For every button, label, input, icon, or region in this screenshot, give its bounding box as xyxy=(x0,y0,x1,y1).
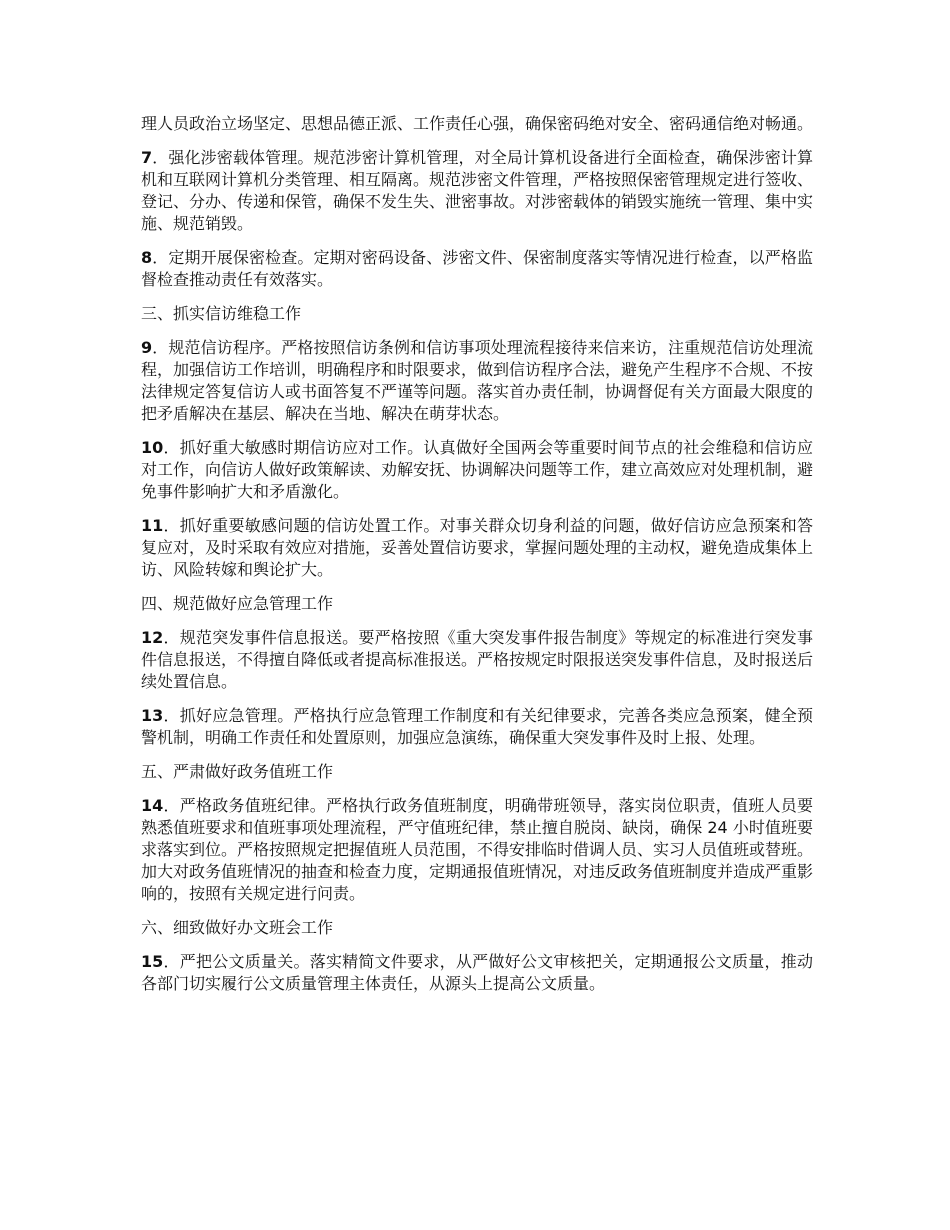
paragraph-text: ．严格政务值班纪律。严格执行政务值班制度，明确带班领导，落实岗位职责，值班人员要熟悉值班要求和值班事项处理流程，严守值班纪律，禁止擅自脱岗、缺岗，确保 24 小时值班要求落实到位。严格按照规定把握值班人员范围，不得安排临时借调人员、实习人员值班或替班。加大对政务值班情况的抽查和检查力度，定期通报值班情况，对违反政务值班制度并造成严重影响的，按照有关规定进行问责。 xyxy=(141,796,814,903)
section-heading-5: 五、严肃做好政务值班工作 xyxy=(141,762,334,781)
paragraph-7 xyxy=(141,147,813,235)
paragraph-text: 理人员政治立场坚定、思想品德正派、工作责任心强，确保密码绝对安全、密码通信绝对畅通。 xyxy=(141,114,814,133)
paragraph-8 xyxy=(141,247,813,291)
paragraph-15 xyxy=(141,951,813,995)
section-heading-4: 四、规范做好应急管理工作 xyxy=(141,594,334,613)
paragraph-number: 14 xyxy=(141,796,164,815)
paragraph-13 xyxy=(141,705,813,749)
paragraph-text: ．抓好应急管理。严格执行应急管理工作制度和有关纪律要求，完善各类应急预案，健全预警机制，明确工作责任和处置原则，加强应急演练，确保重大突发事件及时上报、处理。 xyxy=(141,706,813,747)
paragraph-11 xyxy=(141,515,813,581)
paragraph-14 xyxy=(141,795,813,905)
paragraph-number: 10 xyxy=(141,438,164,457)
paragraph-number: 13 xyxy=(141,706,164,725)
paragraph-text: ．严把公文质量关。落实精简文件要求，从严做好公文审核把关，定期通报公文质量，推动各部门切实履行公文质量管理主体责任，从源头上提高公文质量。 xyxy=(141,952,813,993)
paragraph-continuation xyxy=(141,113,813,135)
paragraph-text: ．抓好重大敏感时期信访应对工作。认真做好全国两会等重要时间节点的社会维稳和信访应对工作，向信访人做好政策解读、劝解安抚、协调解决问题等工作，建立高效应对处理机制，避免事件影响扩大和矛盾激化。 xyxy=(141,438,814,501)
paragraph-10 xyxy=(141,437,813,503)
paragraph-number: 7 xyxy=(141,148,153,167)
paragraph-number: 15 xyxy=(141,952,164,971)
paragraph-number: 9 xyxy=(141,338,153,357)
paragraph-number: 8 xyxy=(141,248,153,267)
paragraph-number: 12 xyxy=(141,628,164,647)
section-heading-3: 三、抓实信访维稳工作 xyxy=(141,304,302,323)
paragraph-text: ．规范突发事件信息报送。要严格按照《重大突发事件报告制度》等规定的标准进行突发事件信息报送，不得擅自降低或者提高标准报送。严格按规定时限报送突发事件信息，及时报送后续处置信息。 xyxy=(141,628,814,691)
section-heading-6: 六、细致做好办文班会工作 xyxy=(141,918,334,937)
paragraph-text: ．抓好重要敏感问题的信访处置工作。对事关群众切身利益的问题，做好信访应急预案和答复应对，及时采取有效应对措施，妥善处置信访要求，掌握问题处理的主动权，避免造成集体上访、风险转嫁和舆论扩大。 xyxy=(141,516,814,579)
paragraph-number: 11 xyxy=(141,516,164,535)
paragraph-text: ．规范信访程序。严格按照信访条例和信访事项处理流程接待来信来访，注重规范信访处理流程，加强信访工作培训，明确程序和时限要求，做到信访程序合法，避免产生程序不合规、不按法律规定答复信访人或书面答复不严谨等问题。落实首办责任制，协调督促有关方面最大限度的把矛盾解决在基层、解决在当地、解决在萌芽状态。 xyxy=(141,338,814,423)
paragraph-9 xyxy=(141,337,813,425)
paragraph-12 xyxy=(141,627,813,693)
document-body xyxy=(141,113,813,1007)
paragraph-text: ．强化涉密载体管理。规范涉密计算机管理，对全局计算机设备进行全面检查，确保涉密计算机和互联网计算机分类管理、相互隔离。规范涉密文件管理，严格按照保密管理规定进行签收、登记、分办、传递和保管，确保不发生失、泄密事故。对涉密载体的销毁实施统一管理、集中实施、规范销毁。 xyxy=(141,148,814,233)
paragraph-text: ．定期开展保密检查。定期对密码设备、涉密文件、保密制度落实等情况进行检查，以严格监督检查推动责任有效落实。 xyxy=(141,248,813,289)
